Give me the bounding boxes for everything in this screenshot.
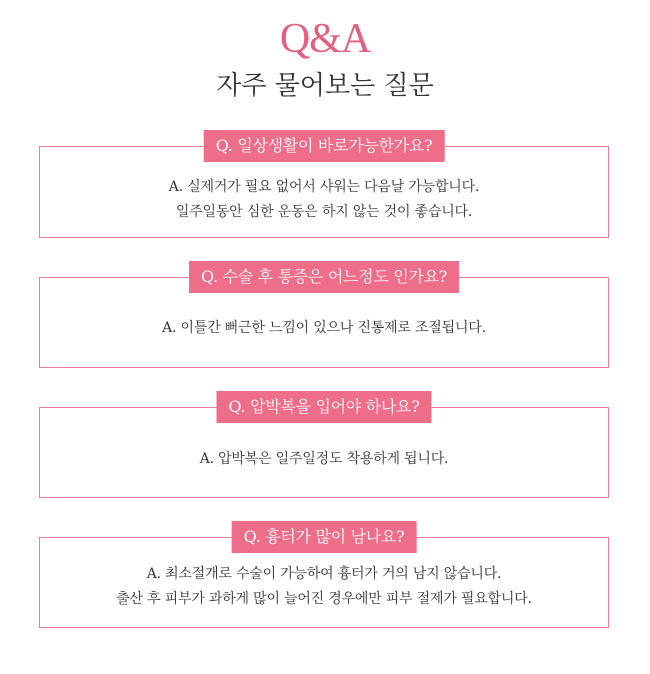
faq-question-label: Q. 일상생활이 바로가능한가요? <box>204 130 445 162</box>
faq-answer-line: A. 실제거가 필요 없어서 샤워는 다음날 가능합니다. <box>168 179 480 195</box>
faq-item <box>39 267 609 368</box>
faq-question-label: Q. 흉터가 많이 남나요? <box>232 521 417 553</box>
faq-item <box>39 397 609 498</box>
faq-answer <box>40 175 608 225</box>
faq-answer <box>40 447 608 472</box>
faq-question-label: Q. 수술 후 통증은 어느정도 인가요? <box>189 261 459 293</box>
faq-answer <box>40 316 608 341</box>
faq-answer-line: A. 이틀간 뻐근한 느낌이 있으나 진통제로 조절됩니다. <box>162 320 486 336</box>
faq-answer-line: 출산 후 피부가 과하게 많이 늘어진 경우에만 피부 절제가 필요합니다. <box>116 591 532 607</box>
faq-answer-line: 일주일동안 심한 운동은 하지 않는 것이 좋습니다. <box>175 204 473 220</box>
faq-question-label: Q. 압박복을 입어야 하나요? <box>216 391 431 423</box>
faq-item <box>39 527 609 628</box>
qa-logo: Q&A <box>279 16 371 62</box>
page-title: 자주 물어보는 질문 <box>216 71 434 101</box>
faq-answer <box>40 562 608 612</box>
faq-answer-line: A. 압박복은 일주일정도 착용하게 됩니다. <box>199 451 449 467</box>
faq-answer-line: A. 최소절개로 수술이 가능하여 흉터가 거의 남지 않습니다. <box>146 566 502 582</box>
faq-item <box>39 136 609 238</box>
